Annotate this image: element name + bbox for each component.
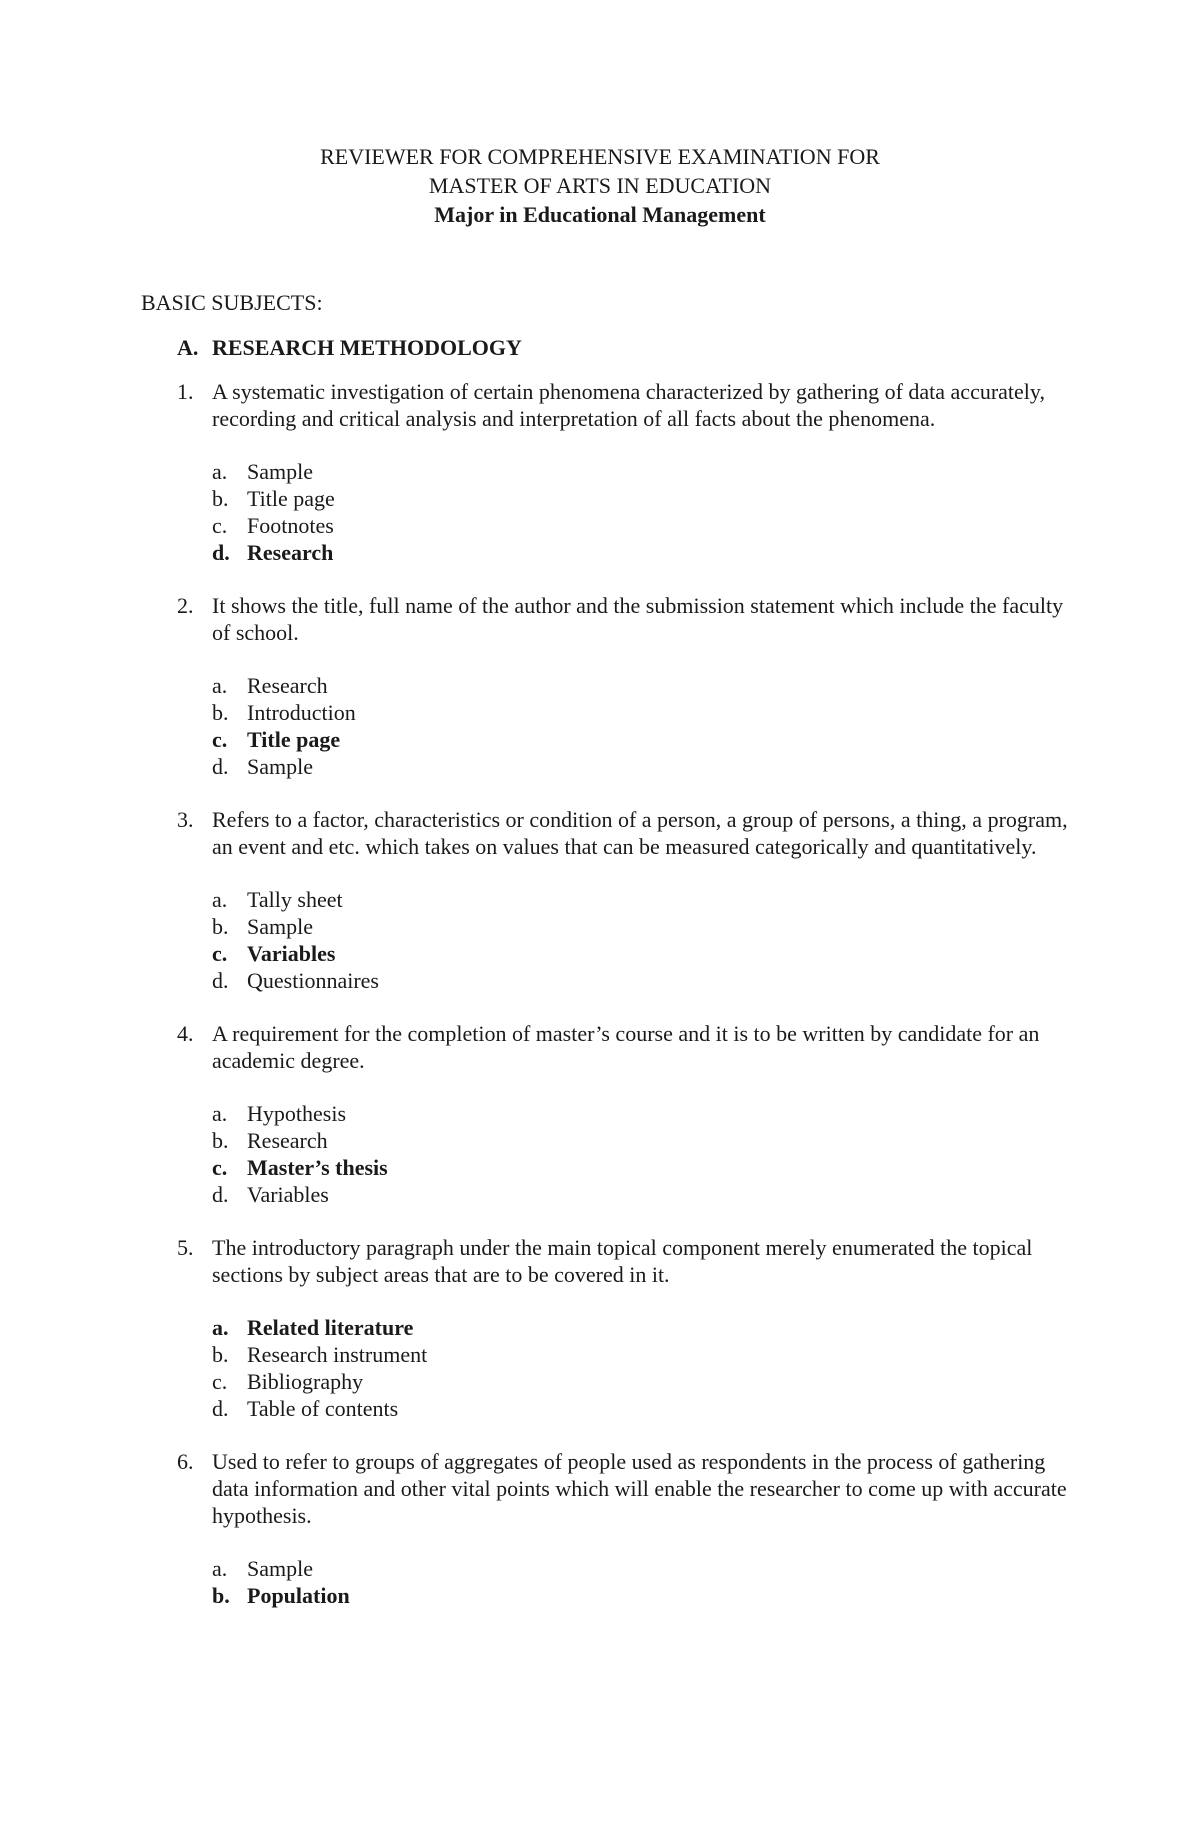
choice-item bbox=[212, 1127, 1077, 1154]
choice-item bbox=[212, 1395, 1077, 1422]
choice-letter: b. bbox=[212, 1342, 229, 1367]
choice-text: Sample bbox=[247, 914, 313, 939]
question-item bbox=[177, 1020, 1077, 1208]
choice-item bbox=[212, 672, 1077, 699]
question-number: 6. bbox=[177, 1449, 194, 1474]
choice-list bbox=[212, 1100, 1077, 1208]
choice-item bbox=[212, 967, 1077, 994]
question-number: 3. bbox=[177, 807, 194, 832]
choice-text: Table of contents bbox=[247, 1396, 399, 1421]
choice-item bbox=[212, 512, 1077, 539]
choice-list bbox=[212, 672, 1077, 780]
choice-letter: d. bbox=[212, 540, 230, 565]
choice-item-correct bbox=[212, 539, 1077, 566]
choice-item bbox=[212, 753, 1077, 780]
choice-letter: d. bbox=[212, 968, 229, 993]
choice-letter: b. bbox=[212, 700, 229, 725]
choice-list bbox=[212, 458, 1077, 566]
choice-item bbox=[212, 1368, 1077, 1395]
choice-text: Title page bbox=[247, 727, 341, 752]
choice-text: Master’s thesis bbox=[247, 1155, 388, 1180]
choice-list bbox=[212, 886, 1077, 994]
question-number: 1. bbox=[177, 379, 194, 404]
choice-letter: d. bbox=[212, 1396, 229, 1421]
choice-letter: c. bbox=[212, 1369, 228, 1394]
choice-item bbox=[212, 1181, 1077, 1208]
choice-list bbox=[212, 1555, 1077, 1609]
choice-text: Variables bbox=[247, 1182, 329, 1207]
choice-letter: a. bbox=[212, 673, 228, 698]
choice-text: Introduction bbox=[247, 700, 356, 725]
choice-text: Title page bbox=[247, 486, 335, 511]
question-number: 2. bbox=[177, 593, 194, 618]
question-text: A systematic investigation of certain phenomena characterized by gathering of data accurately, recording and critical analysis and interpretation of all facts about the phenomena. bbox=[212, 379, 1045, 431]
choice-text: Footnotes bbox=[247, 513, 334, 538]
choice-item-correct bbox=[212, 1314, 1077, 1341]
question-list bbox=[177, 378, 1077, 1635]
choice-item bbox=[212, 699, 1077, 726]
question-text: Refers to a factor, characteristics or condition of a person, a group of persons, a thing, a program, an event and etc. which takes on values that can be measured categorically and quantitatively. bbox=[212, 807, 1068, 859]
document-header bbox=[0, 142, 1200, 229]
question-item bbox=[177, 806, 1077, 994]
choice-letter: b. bbox=[212, 486, 229, 511]
question-text: It shows the title, full name of the author and the submission statement which include the faculty of school. bbox=[212, 593, 1064, 645]
choice-text: Sample bbox=[247, 754, 313, 779]
choice-letter: a. bbox=[212, 459, 228, 484]
choice-text: Research bbox=[247, 1128, 328, 1153]
choice-text: Sample bbox=[247, 1556, 313, 1581]
question-item bbox=[177, 1234, 1077, 1422]
choice-item bbox=[212, 1341, 1077, 1368]
choice-letter: a. bbox=[212, 1101, 228, 1126]
question-item bbox=[177, 378, 1077, 566]
choice-letter: c. bbox=[212, 941, 228, 966]
choice-text: Questionnaires bbox=[247, 968, 379, 993]
question-text: Used to refer to groups of aggregates of people used as respondents in the process of gathering data information and other vital points which will enable the researcher to come up with accurate hypothesis. bbox=[212, 1449, 1067, 1528]
question-item bbox=[177, 1448, 1077, 1609]
choice-list bbox=[212, 1314, 1077, 1422]
choice-item-correct bbox=[212, 1582, 1077, 1609]
question-text: The introductory paragraph under the main topical component merely enumerated the topical sections by subject areas that are to be covered in it. bbox=[212, 1235, 1033, 1287]
choice-text: Research bbox=[247, 540, 334, 565]
choice-text: Bibliography bbox=[247, 1369, 364, 1394]
choice-letter: c. bbox=[212, 1155, 228, 1180]
choice-item bbox=[212, 485, 1077, 512]
choice-letter: d. bbox=[212, 754, 229, 779]
choice-letter: a. bbox=[212, 1315, 229, 1340]
choice-text: Research bbox=[247, 673, 328, 698]
choice-text: Variables bbox=[247, 941, 336, 966]
choice-text: Tally sheet bbox=[247, 887, 343, 912]
choice-text: Population bbox=[247, 1583, 350, 1608]
subsection-letter: A. bbox=[177, 335, 199, 360]
choice-text: Sample bbox=[247, 459, 313, 484]
section-label: BASIC SUBJECTS: bbox=[141, 290, 323, 315]
question-number: 4. bbox=[177, 1021, 194, 1046]
subsection-heading bbox=[177, 334, 522, 361]
question-text: A requirement for the completion of master’s course and it is to be written by candidate for an academic degree. bbox=[212, 1021, 1040, 1073]
choice-letter: b. bbox=[212, 914, 229, 939]
choice-item-correct bbox=[212, 940, 1077, 967]
header-title-line-2: MASTER OF ARTS IN EDUCATION bbox=[428, 173, 772, 198]
choice-item bbox=[212, 458, 1077, 485]
choice-text: Hypothesis bbox=[247, 1101, 346, 1126]
question-number: 5. bbox=[177, 1235, 194, 1260]
choice-text: Related literature bbox=[247, 1315, 414, 1340]
choice-item-correct bbox=[212, 726, 1077, 753]
choice-letter: c. bbox=[212, 513, 228, 538]
choice-letter: b. bbox=[212, 1128, 229, 1153]
choice-item bbox=[212, 1555, 1077, 1582]
choice-letter: d. bbox=[212, 1182, 229, 1207]
subsection-title: RESEARCH METHODOLOGY bbox=[212, 335, 522, 360]
question-item bbox=[177, 592, 1077, 780]
header-title-line-1: REVIEWER FOR COMPREHENSIVE EXAMINATION FOR bbox=[320, 144, 880, 169]
choice-letter: a. bbox=[212, 887, 228, 912]
header-subtitle: Major in Educational Management bbox=[434, 202, 766, 227]
choice-letter: a. bbox=[212, 1556, 228, 1581]
choice-item bbox=[212, 1100, 1077, 1127]
choice-text: Research instrument bbox=[247, 1342, 428, 1367]
choice-letter: b. bbox=[212, 1583, 230, 1608]
choice-item-correct bbox=[212, 1154, 1077, 1181]
choice-letter: c. bbox=[212, 727, 228, 752]
choice-item bbox=[212, 886, 1077, 913]
choice-item bbox=[212, 913, 1077, 940]
